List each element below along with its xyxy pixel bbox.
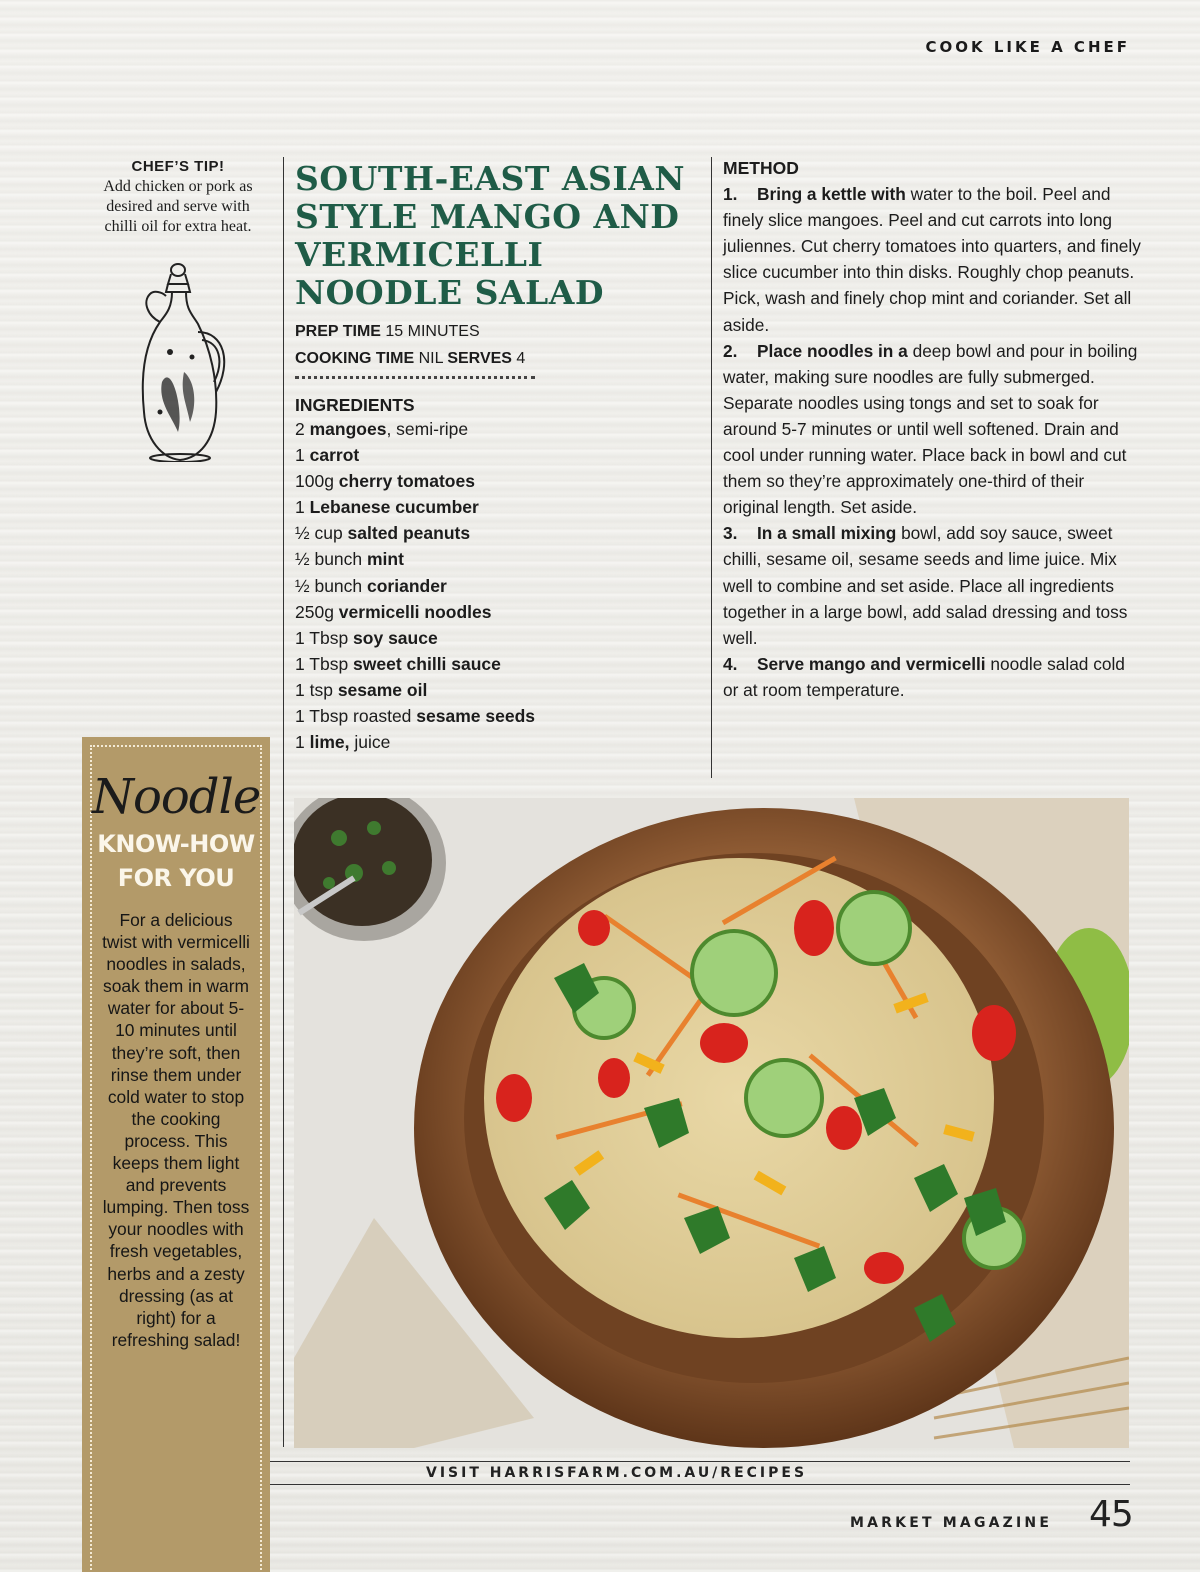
ingredient-item <box>295 416 700 442</box>
recipe-meta <box>295 318 700 372</box>
section-label: COOK LIKE A CHEF <box>925 38 1130 56</box>
oil-bottle-illustration <box>132 262 232 462</box>
ingredient-item <box>295 651 700 677</box>
ingredient-name: soy sauce <box>353 627 438 648</box>
ingredient-name: mint <box>367 549 404 570</box>
page-number: 45 <box>1089 1494 1133 1535</box>
sidebar-subtitle-line: KNOW-HOW <box>97 830 255 858</box>
method-step <box>723 651 1143 703</box>
step-number: 3. <box>723 523 738 544</box>
ingredient-item <box>295 599 700 625</box>
column-rule-right <box>711 157 712 778</box>
ingredient-name: vermicelli noodles <box>338 601 492 622</box>
prep-time <box>295 318 700 345</box>
cook-label: COOKING TIME <box>295 350 415 367</box>
ingredient-item <box>295 546 700 572</box>
method-step <box>723 181 1143 338</box>
sidebar-text: For a delicious twist with vermicelli noodles in salads, soak them in warm water for about 5-10 minutes until they’re soft, then rinse them under cold water to stop the cooking process. This keeps them light and prevents lumping. Then toss your noodles with fresh vegetables, herbs and a zesty dressing (as at right) for a refreshing salad! <box>102 910 250 1350</box>
chef-tip-text: Add chicken or pork as desired and serve with chilli oil for extra heat. <box>103 178 253 235</box>
ingredient-name: sweet chilli sauce <box>353 653 501 674</box>
step-text: water to the boil. Peel and finely slice mangoes. Peel and cut carrots into long juliennes. Cut cherry tomatoes into quarters, and finely slice cucumber into thin disks. Roughly chop peanuts. Pick, wash and finely chop mint and coriander. Set all aside. <box>723 184 1141 335</box>
ingredient-qty: ½ bunch <box>295 575 367 596</box>
ingredient-qty: ½ cup <box>295 523 348 544</box>
step-lead: Place noodles in a <box>757 340 908 361</box>
ingredient-name: sesame oil <box>337 679 428 700</box>
noodle-tip-sidebar <box>82 737 270 1572</box>
step-text: noodle salad cold or at room temperature. <box>723 653 1125 700</box>
ingredient-item <box>295 494 700 520</box>
method-step <box>723 520 1143 650</box>
ingredient-item <box>295 729 700 755</box>
serves-label: SERVES <box>447 350 512 367</box>
salad-bowl-image <box>294 798 1129 1448</box>
ingredient-qty: 1 <box>295 445 310 466</box>
ingredients-list <box>295 416 700 755</box>
ingredient-qty: ½ bunch <box>295 549 367 570</box>
chef-tip <box>92 158 264 237</box>
ingredient-name: salted peanuts <box>347 523 471 544</box>
recipe-column <box>295 160 700 755</box>
ingredient-qty: 1 <box>295 732 310 753</box>
step-lead: In a small mixing <box>757 523 897 544</box>
sidebar-subtitle-line: FOR YOU <box>117 864 235 892</box>
ingredient-qty: 100g <box>295 471 339 492</box>
column-rule-left <box>283 157 284 1447</box>
ingredients-heading: INGREDIENTS <box>295 395 415 415</box>
step-number: 2. <box>723 340 738 361</box>
ingredient-qty: 1 Tbsp <box>295 627 354 648</box>
footer-rule <box>270 1484 1130 1485</box>
method-column <box>723 155 1143 703</box>
visit-link[interactable]: VISIT HARRISFARM.COM.AU/RECIPES <box>426 1465 808 1481</box>
ingredient-qty: 1 <box>295 497 310 518</box>
ingredient-name: cherry tomatoes <box>338 471 475 492</box>
footer-rule <box>270 1461 1130 1462</box>
prep-label: PREP TIME <box>295 323 381 340</box>
chef-tip-title: CHEF’S TIP! <box>131 158 225 175</box>
ingredient-name: coriander <box>367 575 447 596</box>
ingredient-note: juice <box>349 732 391 753</box>
magazine-name: MARKET MAGAZINE <box>850 1515 1053 1531</box>
step-lead: Bring a kettle with <box>757 184 906 205</box>
salad-photo <box>294 798 1129 1448</box>
ingredient-qty: 1 Tbsp <box>295 653 354 674</box>
ingredient-item <box>295 703 700 729</box>
ingredient-item <box>295 573 700 599</box>
ingredient-qty: 250g <box>295 601 339 622</box>
cook-value: NIL <box>418 350 443 367</box>
sidebar-border <box>90 745 262 1572</box>
recipe-title: SOUTH-EAST ASIAN STYLE MANGO AND VERMICELLI NOODLE SALAD <box>295 159 686 312</box>
step-number: 1. <box>723 184 738 205</box>
step-number: 4. <box>723 653 738 674</box>
ingredient-item <box>295 520 700 546</box>
sidebar-subtitle <box>92 827 260 895</box>
prep-value: 15 MINUTES <box>385 323 480 340</box>
serves-value: 4 <box>516 350 526 367</box>
sidebar-script-title: Noodle <box>92 769 261 825</box>
method-step <box>723 338 1143 521</box>
ingredient-item <box>295 625 700 651</box>
ingredient-item <box>295 442 700 468</box>
ingredient-qty: 2 <box>295 419 310 439</box>
ingredient-name: carrot <box>309 445 360 466</box>
ingredient-name: mangoes <box>309 419 387 439</box>
ingredient-note: , semi-ripe <box>386 419 469 439</box>
ingredient-qty: 1 Tbsp roasted <box>295 706 417 727</box>
ingredient-item <box>295 468 700 494</box>
ingredient-item <box>295 677 700 703</box>
cook-serves <box>295 345 700 372</box>
ingredient-name: lime, <box>309 732 350 753</box>
ingredient-qty: 1 tsp <box>295 679 338 700</box>
step-lead: Serve mango and vermicelli <box>757 653 986 674</box>
method-heading: METHOD <box>723 158 799 178</box>
ingredient-name: Lebanese cucumber <box>309 497 479 518</box>
step-text: bowl, add soy sauce, sweet chilli, sesame oil, sesame seeds and lime juice. Mix well to combine and set aside. Place all ingredients together in a large bowl, add salad dressing and toss well. <box>723 523 1128 648</box>
step-text: deep bowl and pour in boiling water, making sure noodles are fully submerged. Separate noodles using tongs and set to soak for around 5-7 minutes or until well softened. Drain and cool under running water. Place back in bowl and cut them so they’re approximately one-third of their original length. Set aside. <box>723 340 1138 518</box>
ingredient-name: sesame seeds <box>416 706 535 727</box>
dotted-divider <box>295 376 535 379</box>
